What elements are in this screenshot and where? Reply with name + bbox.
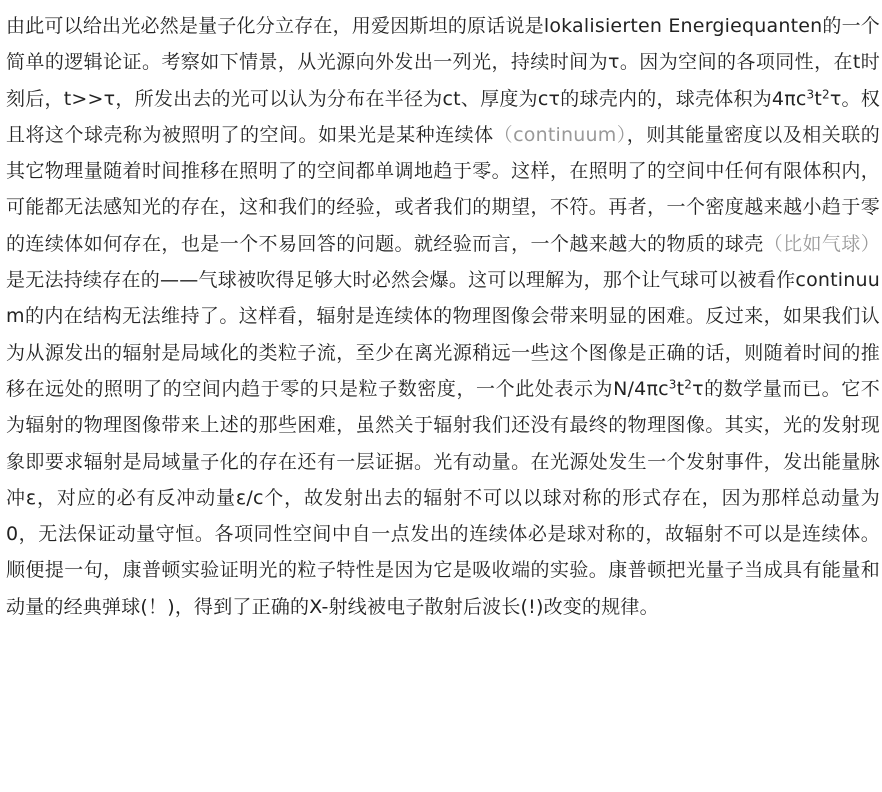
superscript: 3 [806,87,815,101]
text-run: τ。权且将这个球壳称为被照明了的空间。如果光是某种连续体 [6,87,880,146]
superscript: 2 [684,377,693,392]
muted-aside: （比如气球） [763,232,880,255]
text-run: 是无法持续存在的——气球被吹得足够大时必然会爆。这可以理解为，那个让气球可以被看作continuum的内在结构无法维持了。这样看，辐射是连续体的物理图像会带来明显的困难。反过来，如果我们认为从源发出的辐射是局域化的类粒子流，至少在离光源稍远一些这个图像是正确的话，则随着时间的推移在远处的照明了的空间内趋于零的只是粒子数密度，一个此处表示为N/4πc [6,269,880,400]
text-run: ，则其能量密度以及相关联的其它物理量随着时间推移在照明了的空间都单调地趋于零。这样，在照明了的空间中任何有限体积内，可能都无法感知光的存在，这和我们的经验，或者我们的期望，不符。再者，一个密度越来越小趋于零的连续体如何存在，也是一个不易回答的问题。就经验而言，一个越来越大的物质的球壳 [6,123,880,255]
superscript: 2 [822,87,830,101]
text-run: t [676,377,685,400]
text-run: τ的数学量而已。它不为辐射的物理图像带来上述的那些困难，虽然关于辐射我们还没有最终的物理图像。其实，光的发射现象即要求辐射是局域量子化的存在还有一层证据。光有动量。在光源处发生一个发射事件，发出能量脉冲ε，对应的必有反冲动量ε/c个，故发射出去的辐射不可以以球对称的形式存在，因为那样总动量为0，无法保证动量守恒。各项同性空间中自一点发出的连续体必是球对称的，故辐射不可以是连续体。顺便提一句，康普顿实验证明光的粒子特性是因为它是吸收端的实验。康普顿把光量子当成具有能量和动量的经典弹球(！)，得到了正确的X-射线被电子散射后波长(!)改变的规律。 [6,377,880,618]
text-run: t [814,87,823,110]
superscript: 3 [668,377,677,392]
muted-aside: （continuum） [493,123,627,146]
text-run: 由此可以给出光必然是量子化分立存在，用爱因斯坦的原话说是lokalisierten Energiequanten的一个简单的逻辑论证。考察如下情景，从光源向外发出一列光，持续时间为τ。因为空间的各项同性，在t时刻后，t>>τ，所发出去的光可以认为分布在半径为ct、厚度为cτ的球壳内的，球壳体积为4πc [6,15,880,110]
article-paragraph [6,8,880,625]
